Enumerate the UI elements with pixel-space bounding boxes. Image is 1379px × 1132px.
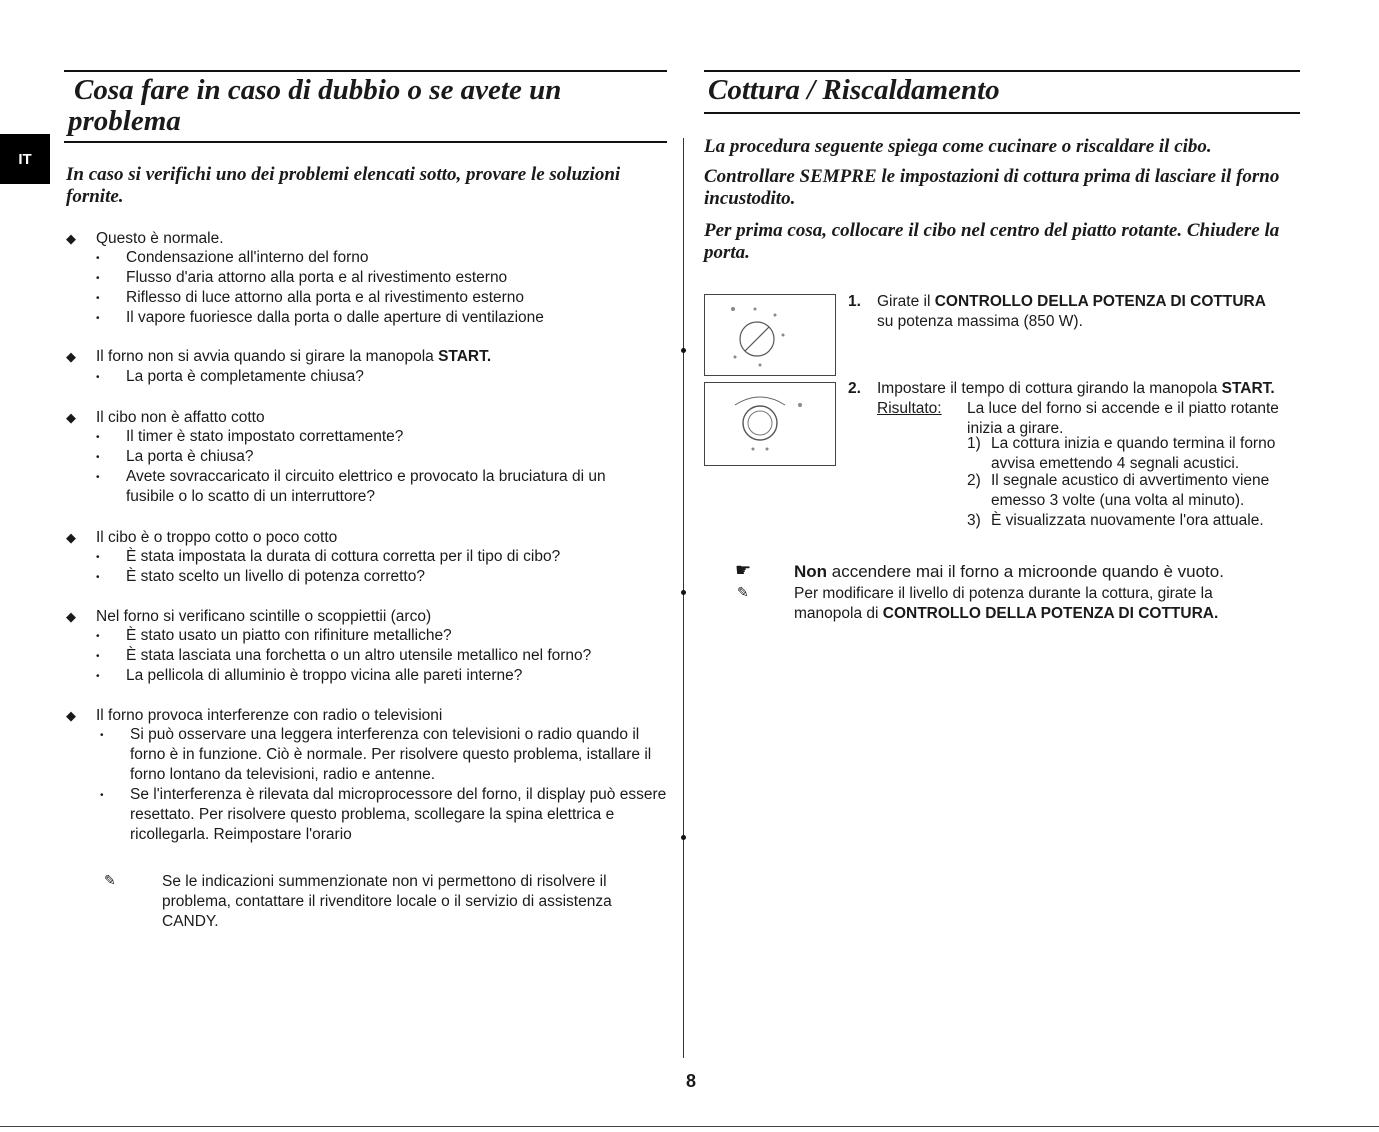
result-text: La luce del forno si accende e il piatto rotante inizia a girare. bbox=[967, 400, 1279, 437]
list-item: • La pellicola di alluminio è troppo vicina alle pareti interne? bbox=[126, 666, 671, 686]
note-icon: ✎ bbox=[104, 872, 116, 888]
start-keyword: START. bbox=[438, 348, 492, 365]
diamond-bullet-icon: ◆ bbox=[66, 231, 76, 246]
step1-text-a: Girate il bbox=[877, 293, 935, 310]
list-item: • La porta è completamente chiusa? bbox=[126, 367, 671, 387]
section-over-under-heading bbox=[66, 528, 676, 548]
right-intro-p3: Per prima cosa, collocare il cibo nel centro del piatto rotante. Chiudere la porta. bbox=[704, 220, 1280, 263]
result-item-number: 2) bbox=[967, 472, 981, 489]
right-title-bottom-rule bbox=[704, 112, 1300, 114]
section-heading-text: Il cibo è o troppo cotto o poco cotto bbox=[96, 529, 338, 546]
list-item: • È stata impostata la durata di cottura corretta per il tipo di cibo? bbox=[126, 547, 671, 567]
list-item: • La porta è chiusa? bbox=[126, 447, 671, 467]
result-item-number: 1) bbox=[967, 435, 981, 452]
section-heading-text: Il forno provoca interferenze con radio o televisioni bbox=[96, 707, 443, 724]
section-normal-heading bbox=[66, 229, 676, 249]
result-item-number: 3) bbox=[967, 512, 981, 529]
section-not-cooked-list bbox=[126, 427, 671, 507]
list-item: • È stata lasciata una forchetta o un altro utensile metallico nel forno? bbox=[126, 646, 671, 666]
list-item: • Si può osservare una leggera interferenza con televisioni o radio quando il forno è in funzione. Ciò è normale. Per risolvere questo problema, istallare il forno lontano da televisioni, radio e antenne. bbox=[130, 725, 670, 785]
diamond-bullet-icon: ◆ bbox=[66, 609, 76, 624]
page-number: 8 bbox=[686, 1071, 697, 1091]
section-interference-list bbox=[130, 725, 670, 845]
section-heading-text: Il cibo non è affatto cotto bbox=[96, 409, 265, 426]
section-interference-heading bbox=[66, 706, 676, 726]
center-divider bbox=[683, 138, 684, 1058]
list-item: • Se l'interferenza è rilevata dal microprocessore del forno, il display può essere resettato. Per risolvere questo problema, scollegare la spina elettrica e ricollegarla. Reimpostare l'orario bbox=[130, 785, 670, 845]
list-item: • Avete sovraccaricato il circuito elettrico e provocato la bruciatura di un fusibile o lo scatto di un interruttore? bbox=[126, 467, 641, 507]
list-item: • Il vapore fuoriesce dalla porta o dalle aperture di ventilazione bbox=[126, 308, 671, 328]
section-heading-text: Nel forno si verificano scintille o scoppiettii (arco) bbox=[96, 608, 432, 625]
right-intro-p1: La procedura seguente spiega come cucinare o riscaldare il cibo. bbox=[704, 136, 1212, 157]
divider-dot bbox=[681, 590, 686, 595]
left-intro bbox=[66, 164, 676, 208]
result-item-text: Il segnale acustico di avvertimento viene emesso 3 volte (una volta al minuto). bbox=[991, 472, 1270, 509]
section-not-start-list bbox=[126, 367, 671, 387]
left-title-top-rule bbox=[64, 70, 667, 72]
warning-bold-word: Non bbox=[794, 562, 828, 581]
result-item-text: È visualizzata nuovamente l'ora attuale. bbox=[991, 512, 1264, 529]
left-title-bottom-rule bbox=[64, 141, 667, 143]
warning-rest: accendere mai il forno a microonde quando è vuoto. bbox=[827, 562, 1224, 581]
result-label: Risultato: bbox=[877, 400, 942, 417]
right-intro-p2: Controllare SEMPRE le impostazioni di cottura prima di lasciare il forno incustodito. bbox=[704, 166, 1280, 209]
result-item bbox=[967, 434, 1302, 474]
section-not-start-heading bbox=[66, 347, 676, 367]
timer-knob-icon bbox=[705, 383, 835, 465]
divider-dot bbox=[681, 835, 686, 840]
step1-number: 1. bbox=[848, 293, 861, 310]
tip-power-control: CONTROLLO DELLA POTENZA DI COTTURA. bbox=[882, 605, 1219, 622]
step1-power-control: CONTROLLO DELLA POTENZA DI COTTURA bbox=[934, 293, 1266, 310]
warning-text bbox=[794, 562, 1304, 582]
left-note: Se le indicazioni summenzionate non vi permettono di risolvere il problema, contattare il rivenditore locale o il servizio di assistenza CANDY. bbox=[162, 873, 612, 930]
diamond-bullet-icon: ◆ bbox=[66, 708, 76, 723]
power-knob-icon bbox=[705, 295, 835, 375]
page-bottom-rule bbox=[0, 1126, 1379, 1127]
list-item: • È stato usato un piatto con rifiniture metalliche? bbox=[126, 626, 671, 646]
start-keyword: START. bbox=[1221, 380, 1275, 397]
step2-number: 2. bbox=[848, 380, 861, 397]
language-tab: IT bbox=[0, 134, 50, 184]
tip-text bbox=[794, 584, 1264, 624]
list-item: • È stato scelto un livello di potenza corretto? bbox=[126, 567, 671, 587]
step1-text bbox=[877, 292, 1302, 332]
tip-text-a: Per modificare il livello di potenza durante la cottura, girate la manopola di bbox=[794, 585, 1213, 622]
section-arcing-list bbox=[126, 626, 671, 686]
diamond-bullet-icon: ◆ bbox=[66, 530, 76, 545]
pointing-hand-icon: ☛ bbox=[735, 560, 752, 580]
result-item bbox=[967, 511, 1302, 531]
left-intro-line1: In caso si verifichi uno dei problemi elencati sotto, provare le soluzioni bbox=[66, 164, 621, 185]
left-title bbox=[68, 75, 668, 137]
left-title-line1: Cosa fare in caso di dubbio o se avete un bbox=[74, 74, 562, 106]
section-heading-text: Questo è normale. bbox=[96, 230, 224, 247]
left-intro-line2: fornite. bbox=[66, 186, 124, 207]
list-item: • Flusso d'aria attorno alla porta e al rivestimento esterno bbox=[126, 268, 671, 288]
right-title-top-rule bbox=[704, 70, 1300, 72]
right-intro bbox=[704, 136, 1300, 264]
right-title: Cottura / Riscaldamento bbox=[708, 74, 1000, 106]
step2-text-a: Impostare il tempo di cottura girando la manopola bbox=[877, 380, 1222, 397]
section-heading-text: Il forno non si avvia quando si girare la manopola bbox=[96, 348, 434, 365]
diamond-bullet-icon: ◆ bbox=[66, 410, 76, 425]
step2-text bbox=[877, 379, 1307, 399]
section-not-cooked-heading bbox=[66, 408, 676, 428]
list-item: • Condensazione all'interno del forno bbox=[126, 248, 671, 268]
timer-knob-illustration bbox=[704, 382, 836, 466]
diamond-bullet-icon: ◆ bbox=[66, 349, 76, 364]
power-knob-illustration bbox=[704, 294, 836, 376]
section-over-under-list bbox=[126, 547, 671, 587]
divider-dot bbox=[681, 348, 686, 353]
left-title-line2: problema bbox=[68, 105, 181, 137]
result-list bbox=[967, 434, 1302, 531]
section-normal-list bbox=[126, 248, 671, 328]
section-arcing-heading bbox=[66, 607, 676, 627]
result-item-text: La cottura inizia e quando termina il forno avvisa emettendo 4 segnali acustici. bbox=[991, 435, 1276, 472]
list-item: • Riflesso di luce attorno alla porta e al rivestimento esterno bbox=[126, 288, 671, 308]
list-item: • Il timer è stato impostato correttamente? bbox=[126, 427, 671, 447]
step1-text-b: su potenza massima (850 W). bbox=[877, 313, 1083, 330]
result-item bbox=[967, 471, 1302, 511]
note-icon: ✎ bbox=[737, 584, 749, 600]
